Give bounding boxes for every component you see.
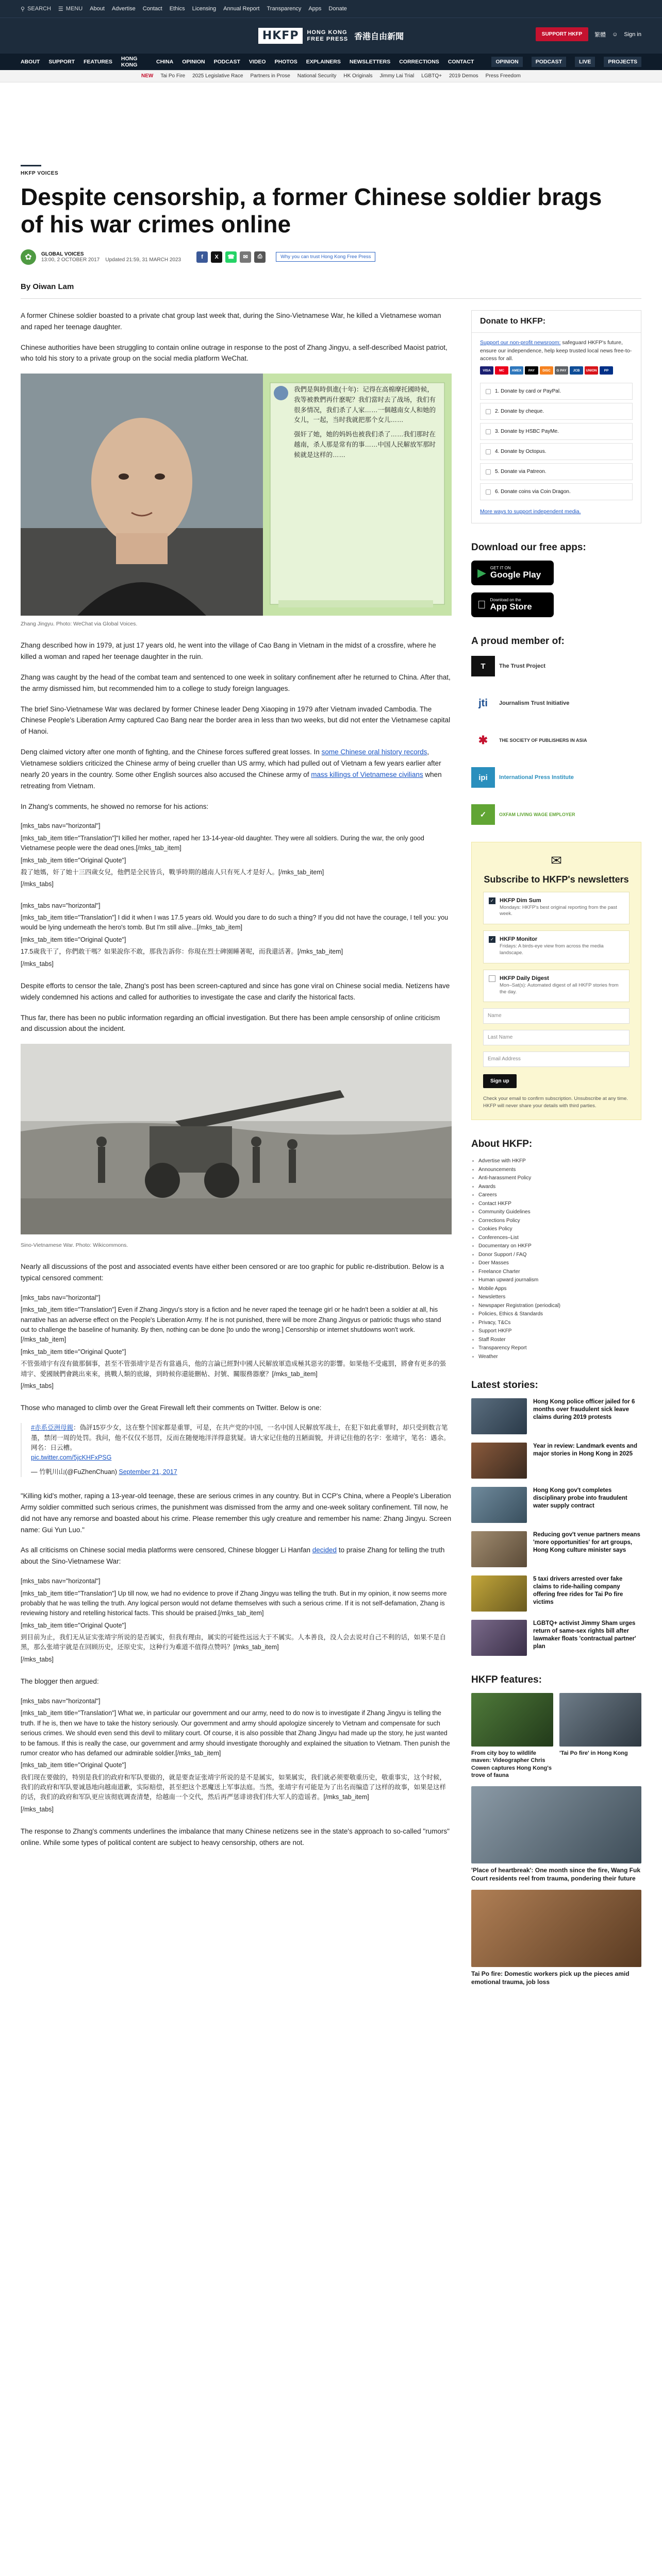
user-icon[interactable]: ☺	[612, 31, 618, 38]
member-ipi[interactable]: ipi International Press Institute	[471, 766, 641, 789]
paragraph: In Zhang's comments, he showed no remorse for his actions:	[21, 802, 209, 810]
figure-caption: Sino-Vietnamese War. Photo: Wikicommons.	[21, 1242, 128, 1249]
nav-support[interactable]: SUPPORT	[48, 59, 75, 65]
nav-features[interactable]: FEATURES	[84, 59, 112, 65]
article-title: Despite censorship, a former Chinese soldier brags of his war crimes online	[21, 183, 602, 238]
trending-bar	[0, 70, 662, 82]
tweet-author: — 竹帆川山(@FuZhenChuan)	[31, 1468, 117, 1476]
latest-story[interactable]: LGBTQ+ activist Jimmy Sham urges return of same-sex rights bill after lawmaker floats 'contractual partner' plan	[471, 1620, 641, 1656]
about-link[interactable]: • Anti-harassment Policy	[478, 1174, 641, 1183]
checkbox-unchecked-icon	[489, 975, 495, 982]
nav-corrections[interactable]: CORRECTIONS	[399, 59, 439, 65]
about-link[interactable]: • Advertise with HKFP	[478, 1157, 641, 1166]
payment-cards	[472, 366, 641, 380]
latest-story[interactable]: Reducing gov't venue partners means 'more opportunities' for art groups, Hong Kong culture minister says	[471, 1531, 641, 1567]
trending-item[interactable]: Partners in Prose	[250, 73, 290, 79]
print-icon[interactable]: ⎙	[254, 251, 266, 263]
about-link[interactable]: • Human upward journalism	[478, 1276, 641, 1285]
paragraph: The blogger then argued:	[21, 1677, 99, 1686]
donate-text: Support our non-profit newsroom: safeguard HKFP's future, ensure our independence, help keep trusted local news free-to-access for all.	[480, 339, 632, 362]
byline-updated: Updated 21:59, 31 MARCH 2023	[105, 257, 181, 263]
logo-chinese: 香港自由新聞	[354, 32, 404, 41]
about-link[interactable]: • Doer Masses	[478, 1259, 641, 1268]
x-twitter-icon[interactable]: X	[211, 251, 222, 263]
trending-item[interactable]: LGBTQ+	[421, 73, 442, 79]
story-thumbnail	[471, 1487, 527, 1523]
jti-icon: jti	[478, 697, 488, 709]
trending-item[interactable]: HK Originals	[343, 73, 373, 79]
util-link-transparency[interactable]: Transparency	[267, 6, 302, 12]
tweet-hashtag[interactable]: #赤系亞洲母親	[31, 1424, 73, 1432]
latest-story[interactable]: Year in review: Landmark events and major stories in Hong Kong in 2025	[471, 1443, 641, 1479]
feature-story[interactable]: Tai Po fire: Domestic workers pick up the pieces amid emotional trauma, job loss	[471, 1890, 641, 1986]
embedded-tweet: #赤系亞洲母親：偽評15岁少女，这在整个国家都是重罪，可是，在共产党的中国，一名中国人民解放军战士，在犯下如此重罪时，却只受到数言笔墨，禁闭一周的处罚。我问，他不仅仅不惩罚，反而在随便地洋洋得意犹疑。请大家记住他的丑陋面貌，并讲记住他的名字：张靖宇，笔名：遇余。网名：日云槽。 pic.twitter.com/5jcKHFxPSG — 竹帆川山(@FuZhenChuan) September 21, 2017	[21, 1423, 452, 1477]
first-name-input[interactable]: Name	[483, 1008, 630, 1024]
util-link-licensing[interactable]: Licensing	[192, 6, 217, 12]
ipi-icon: ipi	[471, 767, 495, 788]
radio-icon	[486, 489, 491, 495]
nav-right-live[interactable]: LIVE	[575, 57, 595, 67]
google-play-icon: ▶	[477, 566, 486, 580]
nav-china[interactable]: CHINA	[156, 59, 174, 65]
about-link[interactable]: • Contact HKFP	[478, 1200, 641, 1209]
about-title: About HKFP:	[471, 1139, 533, 1149]
about-link[interactable]: • Corrections Policy	[478, 1217, 641, 1226]
feature-story[interactable]: From city boy to wildlife maven: Videographer Chris Cowen captures Hong Kong's trove of fauna	[471, 1693, 553, 1779]
radio-icon	[486, 469, 491, 474]
apps-title: Download our free apps:	[471, 542, 586, 553]
quote-tabs-5: [mks_tabs nav="horizontal"] [mks_tab_item title="Translation"] What we, in particular our government and our army, need to do now is to investigate if Zhang Jingyu is telling the truth. If he is, then we have to take the history seriously. Our government and army should apologize sincerely to Vietnam and compensate for such serious crimes. We should even send this devil to military court. Of course, it is also possible that Zhang Jingyu had made up the story, he just wanted to be famous. If this is really the case, our government and army should investigate thoroughly and explained the situation to Vietnam. Then punish the rumor creator who has defamed our admirable soldier.[/mks_tab_item] [mks_tab_item title="Original Quote"] 我们现在要做的，特别是我们的政府和军队要做的，就是要查证张靖宇所说的是不是属实，如果属实，我们就必须要敬重历史，敬重事实，这个时候，我们的政府和军队要诚恳地向越南道歉，实际赔偿，甚至把这个恶魔送上军事法庭。当然，张靖宇有可能是为了出名而编造了这样的故事，如果是这样的话，我们的政府和军队更应该彻底调查清楚，给越南一个交代，然后再严惩诽谤我们伟大军人的造谣者。[/mks_tab_item] [/mks_tabs]	[21, 1698, 450, 1813]
article-body	[21, 310, 452, 1987]
radio-icon	[486, 409, 491, 414]
feature-thumbnail	[471, 1890, 641, 1967]
byline-date: 13:00, 2 OCTOBER 2017	[41, 257, 100, 263]
visa-icon: VISA	[480, 366, 493, 375]
quote-tabs-1: [mks_tabs nav="horizontal"] [mks_tab_item title="Translation"]"I killed her mother, raped her 13-14-year-old daughter. They were all soldiers. During the war, the only good Vietnamese people were the dead ones.[/mks_tab_item] [mks_tab_item title="Original Quote"] 殺了她媽，奸了她十三四歲女兒，他們是全民皆兵，戰爭時期的越南人只有死人才是好人。[/mks_tab_item] [/mks_tabs]	[21, 822, 424, 888]
chat-screenshot-text: 我們是與時俱進(十年)：记得在高棉摩托國時候，我等被教們再什麽呢？我们當时去了战场，我们有很多情况，我们杀了人家……一個越南女人和她的女儿，一起，当时我就把那个女儿…… 强奸了她，她的妈妈也被我们杀了……我们那时在越南，杀人那是常有的事……中国人民解放军那时候就是这样的……	[294, 386, 436, 459]
story-thumbnail	[471, 1531, 527, 1567]
site-header	[0, 18, 662, 54]
about-link[interactable]: • Weather	[478, 1353, 641, 1362]
latest-story[interactable]: Hong Kong police officer jailed for 6 months over fraudulent sick leave claims during 2019 protests	[471, 1398, 641, 1434]
about-link[interactable]: • Newsletters	[478, 1293, 641, 1302]
hamburger-icon: ☰	[58, 6, 63, 12]
nav-video[interactable]: VIDEO	[249, 59, 266, 65]
google-pay-icon: G PAY	[555, 366, 568, 375]
newsletter-note: Check your email to confirm subscription. Unsubscribe at any time. HKFP will never share your details with third parties.	[483, 1096, 628, 1109]
latest-title: Latest stories:	[471, 1380, 538, 1391]
feature-thumbnail	[471, 1786, 641, 1863]
tweet-date-link[interactable]: September 21, 2017	[119, 1468, 177, 1476]
feature-thumbnail	[559, 1693, 641, 1747]
paragraph: "Killing kid's mother, raping a 13-year-old teenage, these are serious crimes in any country. But in CCP's China, where a People's Liberation Army soldier committed such serious crimes, the punishment was dismissed from the army and one-week solitary confinement. Till now, he did not have any remorse and boasted about his crime. Please remember this ugly creature and remember his name: Zhang Jingyu. Screen name: Gui Yun Luo."	[21, 1492, 452, 1534]
member-trust-project[interactable]: T The Trust Project	[471, 654, 641, 678]
email-icon[interactable]: ✉	[240, 251, 251, 263]
author-name: By Oiwan Lam	[21, 282, 74, 291]
about-link[interactable]: • Conferences–List	[478, 1234, 641, 1243]
newsletter-title: Subscribe to HKFP's newsletters	[484, 874, 629, 885]
donate-option-octopus[interactable]: 4. Donate by Octopus.	[480, 443, 633, 460]
util-link-apps[interactable]: Apps	[308, 6, 322, 12]
util-link-ethics[interactable]: Ethics	[169, 6, 185, 12]
envelope-icon: ✉	[551, 853, 562, 869]
sino-vietnamese-war-photo	[21, 1044, 452, 1234]
content-columns	[21, 310, 641, 1987]
donate-link[interactable]: Support our non-profit newsroom:	[480, 339, 561, 346]
last-name-input[interactable]: Last Name	[483, 1030, 630, 1045]
paragraph: As all criticisms on Chinese social media platforms were censored, Chinese blogger Li Hanfan decided to praise Zhang for telling the truth about the Sino-Vietnamese War:	[21, 1546, 445, 1566]
byline-org[interactable]: GLOBAL VOICES	[41, 251, 84, 257]
trending-item[interactable]: Press Freedom	[485, 73, 521, 79]
about-link[interactable]: • Transparency Report	[478, 1344, 641, 1353]
member-sopa[interactable]: ✱ THE SOCIETY OF PUBLISHERS IN ASIA	[471, 728, 641, 752]
paragraph: Thus far, there has been no public information regarding an official investigation. But there has been ample censorship of online criticism and discussion about the incident.	[21, 1013, 440, 1033]
nav-right-podcast[interactable]: PODCAST	[532, 57, 566, 67]
more-ways-link[interactable]: More ways to support independent media.	[480, 509, 581, 515]
latest-story[interactable]: Hong Kong gov't completes disciplinary probe into fraudulent water supply contract	[471, 1487, 641, 1523]
signin-link[interactable]: Sign in	[624, 31, 641, 38]
li-hanfan-link[interactable]: decided	[312, 1546, 337, 1554]
trust-project-icon: T	[471, 656, 495, 676]
search-icon: ⚲	[21, 6, 25, 12]
search-button[interactable]: ⚲ SEARCH	[21, 6, 51, 12]
donate-box	[471, 310, 641, 523]
sidebar	[471, 310, 641, 1987]
newsletter-box	[471, 842, 641, 1120]
divider	[21, 298, 641, 299]
story-thumbnail	[471, 1398, 527, 1434]
nav-newsletters[interactable]: NEWSLETTERS	[349, 59, 391, 65]
newsletter-option-monitor[interactable]: ✓ HKFP Monitor Fridays: A birds-eye view from across the media landscape.	[483, 930, 630, 963]
about-link[interactable]: • Donor Support / FAQ	[478, 1251, 641, 1260]
checkbox-checked-icon: ✓	[489, 897, 495, 904]
about-link[interactable]: • Mobile Apps	[478, 1285, 641, 1294]
about-link[interactable]: • Freelance Charter	[478, 1268, 641, 1277]
sopa-icon: ✱	[478, 734, 488, 747]
paragraph: Those who managed to climb over the Great Firewall left their comments on Twitter. Below is one:	[21, 1404, 322, 1412]
nav-podcast[interactable]: PODCAST	[213, 59, 240, 65]
trust-badge[interactable]: Why you can trust Hong Kong Free Press	[276, 252, 375, 262]
share-buttons	[196, 251, 266, 263]
util-link-annual-report[interactable]: Annual Report	[223, 6, 260, 12]
paragraph: Nearly all discussions of the post and associated events have either been censored or are too graphic for public re-distribution. Below is a typical censored comment:	[21, 1263, 444, 1282]
oral-history-link[interactable]: some Chinese oral history records	[321, 748, 427, 756]
mastercard-icon: MC	[495, 366, 508, 375]
about-link[interactable]: • Policies, Ethics & Standards	[478, 1310, 641, 1319]
app-store-button[interactable]: Download on the App Store	[471, 592, 554, 617]
util-link-contact[interactable]: Contact	[142, 6, 162, 12]
trending-item[interactable]: 2025 Legislative Race	[192, 73, 243, 79]
paragraph: Despite efforts to censor the tale, Zhang's post has been screen-captured and since has gone viral on Chinese social media. Netizens have widely condemned his actions and called for authorities to investigate the case and clarify the historical facts.	[21, 981, 450, 1001]
about-link[interactable]: • Community Guidelines	[478, 1208, 641, 1217]
about-link[interactable]: • Staff Roster	[478, 1336, 641, 1345]
about-link[interactable]: • Cookies Policy	[478, 1225, 641, 1234]
trending-item[interactable]: 2019 Demos	[449, 73, 478, 79]
trending-new-label: NEW	[141, 73, 154, 79]
radio-icon	[486, 449, 491, 454]
util-link-donate[interactable]: Donate	[328, 6, 347, 12]
nav-hong-kong[interactable]: HONG KONG	[121, 56, 138, 68]
paragraph: The response to Zhang's comments underlines the imbalance that many Chinese netizens see in the state's approach to so-called "rumors" online. While some types of political content are subject to heavy censorship, others are not.	[21, 1827, 450, 1847]
util-link-about[interactable]: About	[90, 6, 105, 12]
newsletter-option-dim-sum[interactable]: ✓ HKFP Dim Sum Mondays: HKFP's best original reporting from the past week.	[483, 892, 630, 925]
unionpay-icon: UNION	[585, 366, 598, 375]
about-link[interactable]: • Announcements	[478, 1166, 641, 1175]
google-play-button[interactable]: ▶ GET IT ON Google Play	[471, 561, 554, 585]
donate-option-coin-dragon[interactable]: 6. Donate coins via Coin Dragon.	[480, 483, 633, 500]
paragraph: Chinese authorities have been struggling to contain online outrage in response to the post of Zhang Jingyu, a self-described Maoist patriot, who told his story to a private group on the social media platform WeChat.	[21, 343, 448, 363]
nav-contact[interactable]: CONTACT	[448, 59, 474, 65]
whatsapp-icon[interactable]: ☎	[225, 251, 237, 263]
quote-tabs-2: [mks_tabs nav="horizontal"] [mks_tab_item title="Translation"] I did it when I was 17.5 years old. Would you dare to do such a thing? If you did not have the courage, I tell you: you would be lying underneath the hero's tomb. But I'm still alive...[/mks_tab_item] [mks_tab_item title="Original Quote"] 17.5歲我干了，你們敢干嗎？如果說你不敢，那我告訴你：你現在烈士碑園睡著呢，而我還活著。[/mks_tab_item] [/mks_tabs]	[21, 902, 449, 968]
about-link[interactable]: • Documentary on HKFP	[478, 1242, 641, 1251]
signup-button[interactable]: Sign up	[483, 1074, 517, 1088]
menu-button[interactable]: ☰ MENU	[58, 6, 83, 12]
trending-item[interactable]: Jimmy Lai Trial	[379, 73, 415, 79]
checkbox-checked-icon: ✓	[489, 936, 495, 943]
radio-icon	[486, 429, 491, 434]
discover-icon: DISC	[540, 366, 553, 375]
story-thumbnail	[471, 1575, 527, 1612]
jcb-icon: JCB	[570, 366, 583, 375]
latest-story[interactable]: 5 taxi drivers arrested over fake claims to ride-hailing company offering free rides for Tai Po fire victims	[471, 1575, 641, 1612]
donate-option-patreon[interactable]: 5. Donate via Patreon.	[480, 463, 633, 480]
logo-wordmark: HONG KONG FREE PRESS	[307, 29, 349, 42]
email-input[interactable]: Email Address	[483, 1052, 630, 1067]
support-button[interactable]: SUPPORT HKFP	[536, 27, 588, 41]
feature-story[interactable]: 'Tai Po fire' in Hong Kong	[559, 1693, 641, 1779]
paragraph: Zhang was caught by the head of the combat team and sentenced to one week in solitary confinement after he returned to China. After that, the army dismissed him, but recommended him to a college to study foreign languages.	[21, 673, 451, 692]
section-rule	[21, 165, 41, 166]
donate-option-card[interactable]: 1. Donate by card or PayPal.	[480, 383, 633, 400]
about-link[interactable]: • Careers	[478, 1191, 641, 1200]
latest-stories	[471, 1398, 641, 1656]
nav-right-projects[interactable]: PROJECTS	[604, 57, 641, 67]
members-title: A proud member of:	[471, 636, 565, 647]
byline	[21, 249, 641, 265]
nav-right-opinion[interactable]: OPINION	[491, 57, 522, 67]
paragraph: Deng claimed victory after one month of fighting, and the Chinese forces suffered great losses. In some Chinese oral history records, Vietnamese soldiers criticized the Chinese army of being crueller than US army, which had pulled out of Vietnam a few years earlier after nearly 20 years in the country. Some other English sources also accused the Chinese army of mass killings of Vietnamese civilians when retreating from Vietnam.	[21, 748, 442, 790]
oxfam-icon: ✓	[471, 804, 495, 825]
feature-story[interactable]: 'Place of heartbreak': One month since the fire, Wang Fuk Court residents reel from trauma, pondering their future	[471, 1786, 641, 1883]
features-grid	[471, 1693, 641, 1779]
member-jti[interactable]: jti Journalism Trust Initiative	[471, 691, 641, 715]
paragraph: A former Chinese soldier boasted to a private chat group last week that, during the Sino-Vietnamese War, he killed a Vietnamese woman and raped her teenage daughter.	[21, 311, 441, 331]
util-link-advertise[interactable]: Advertise	[111, 6, 136, 12]
apple-pay-icon: PAY	[525, 366, 538, 375]
nav-photos[interactable]: PHOTOS	[274, 59, 297, 65]
header-actions	[536, 27, 641, 41]
donate-option-payme[interactable]: 3. Donate by HSBC PayMe.	[480, 423, 633, 440]
radio-icon	[486, 389, 491, 394]
utility-bar	[0, 0, 662, 18]
newsletter-option-daily-digest[interactable]: HKFP Daily Digest Mon–Sat(s): Automated digest of all HKFP stories from the day.	[483, 970, 630, 1003]
apple-icon	[477, 598, 486, 612]
tweet-pic-link[interactable]: pic.twitter.com/5jcKHFxPSG	[31, 1454, 112, 1462]
figure-caption: Zhang Jingyu. Photo: WeChat via Global Voices.	[21, 621, 138, 628]
global-voices-logo: ✿	[21, 249, 36, 265]
main-content	[21, 165, 641, 1987]
quote-tabs-3: [mks_tabs nav="horizontal"] [mks_tab_item title="Translation"] Even if Zhang Jingyu's story is a fiction and he never raped the teenage girl or he hadn't been a soldier at all, his narrative has an adverse effect on the People's Liberation Army. If he is not punished, there will be more Zhang Jingyus or patriotic thugs who stand out to challenge the baseline of humanity. By then, nothing can be done [to undo the wrong.] Censorship or internet shutdowns won't work.[/mks_tab_item] [mks_tab_item title="Original Quote"] 不管張靖宇有沒有做那個事，甚至不管張靖宇是否有當過兵，他的言論已經對中國人民解放軍造成極其惡劣的影響。如果他不受處罰，將會有更多的張靖宇、愛國賊們會跳出來來，挑戰人類的底線，到時候你還能刪帖、封號、關服務器麼？[/mks_tab_item] [/mks_tabs]	[21, 1294, 446, 1389]
story-thumbnail	[471, 1443, 527, 1479]
about-link[interactable]: • Awards	[478, 1183, 641, 1192]
feature-thumbnail	[471, 1693, 553, 1747]
trending-item[interactable]: Tai Po Fire	[160, 73, 186, 79]
figure-war-photo	[21, 1044, 452, 1250]
about-link[interactable]: • Privacy, T&Cs	[478, 1319, 641, 1328]
paragraph: The brief Sino-Vietnamese War was declared by former Chinese leader Deng Xiaoping in 1979 after Vietnam invaded Cambodia. The Chinese People's Liberation Army captured Cao Bang near the border area in less than two weeks, but did not enter the Vietnamese capital of Hanoi.	[21, 705, 451, 736]
paypal-icon: PP	[600, 366, 613, 375]
site-logo[interactable]	[258, 28, 404, 44]
main-nav	[0, 54, 662, 70]
nav-opinion[interactable]: OPINION	[182, 59, 205, 65]
about-link[interactable]: • Newspaper Registration (periodical)	[478, 1302, 641, 1311]
logo-mark: HKFP	[258, 28, 303, 44]
about-list	[471, 1157, 641, 1361]
donate-option-cheque[interactable]: 2. Donate by cheque.	[480, 403, 633, 420]
story-thumbnail	[471, 1620, 527, 1656]
nav-explainers[interactable]: EXPLAINERS	[306, 59, 341, 65]
quote-tabs-4: [mks_tabs nav="horizontal"] [mks_tab_item title="Translation"] Up till now, we had no evidence to prove if Zhang Jingyu was telling the truth. But in my opinion, it now seems more probably that he was telling the truth. Any logical person would not defame themselves with such a serious crime. If it is not self-defamation, Zhang is reviewing history and retelling historical facts. This should be praised.[/mks_tab_item] [mks_tab_item title="Original Quote"] 到目前为止，我们无从证实张靖宇所说的是否属实，但我有理由，属实的可能性远远大于不属实。人本善良，没人会去说对自己不利的话，如果不是自黑，那么张靖宇就是在回顾历史，还原史实，这种行为难道不值得点赞吗？[/mks_tab_item] [/mks_tabs]	[21, 1578, 447, 1663]
features-title: HKFP features:	[471, 1674, 542, 1685]
paragraph: Zhang described how in 1979, at just 17 years old, he went into the village of Cao Bang in Vietnam in the midst of a crossfire, where he killed a woman and raped her teenage daughter in the ruin.	[21, 641, 436, 660]
section-tag[interactable]: HKFP VOICES	[21, 171, 59, 176]
figure-zhang-jingyu	[21, 374, 452, 629]
about-link[interactable]: • Support HKFP	[478, 1327, 641, 1336]
donate-title: Donate to HKFP:	[472, 311, 641, 333]
mass-killings-link[interactable]: mass killings of Vietnamese civilians	[311, 770, 423, 778]
nav-about[interactable]: ABOUT	[21, 59, 40, 65]
language-toggle[interactable]: 繁體	[594, 31, 606, 38]
amex-icon: AMEX	[510, 366, 523, 375]
trending-item[interactable]: National Security	[297, 73, 337, 79]
member-oxfam[interactable]: ✓ OXFAM LIVING WAGE EMPLOYER	[471, 803, 641, 826]
byline-meta	[41, 251, 181, 263]
facebook-icon[interactable]: f	[196, 251, 208, 263]
